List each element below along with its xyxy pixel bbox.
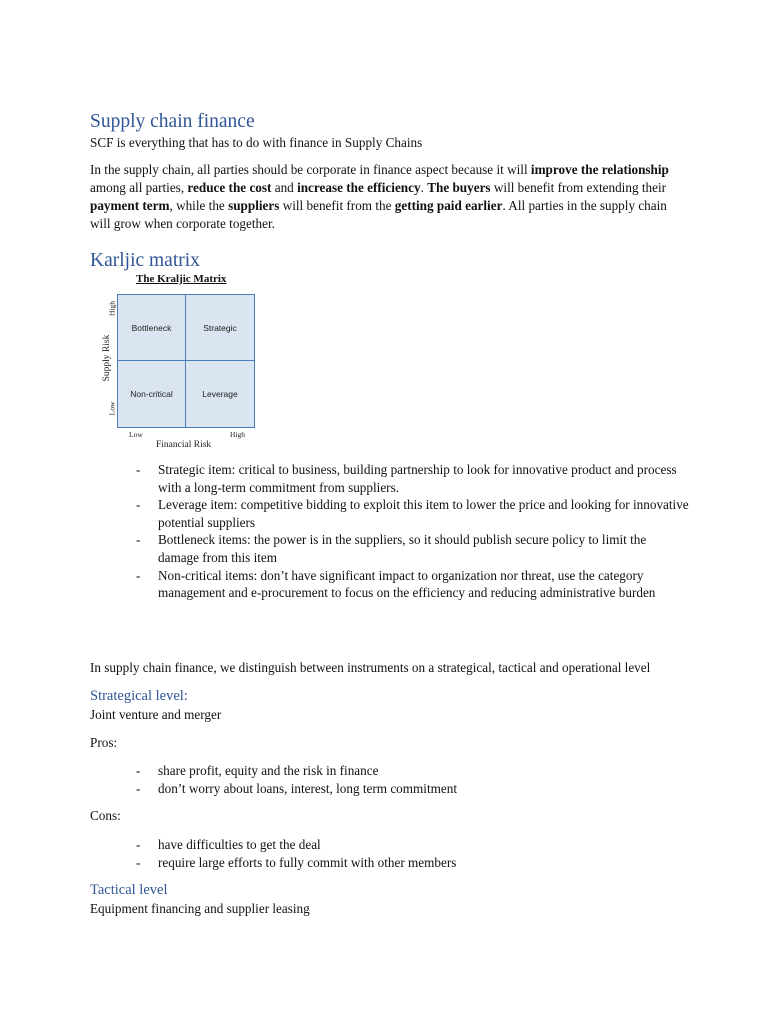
instruments-intro-text: In supply chain finance, we distinguish between instruments on a strategical, tactical and operational level [90, 660, 651, 675]
cons-label: Cons: [90, 808, 121, 823]
supply-risk-high-label: High [107, 301, 117, 316]
list-item: - Non-critical items: don’t have significant impact to organization nor threat, use the category management and e-procurement to focus on the efficiency and reducing administrative burden [136, 567, 656, 601]
kraljic-matrix-grid [117, 294, 255, 428]
cell-non-critical: Non-critical [118, 361, 186, 427]
list-item: - require large efforts to fully commit with other members [136, 854, 457, 870]
kraljic-item-list [90, 461, 690, 602]
cell-strategic: Strategic [186, 295, 254, 361]
financial-risk-axis-label: Financial Risk [156, 440, 212, 450]
heading-strategical-level: Strategical level: [90, 688, 188, 704]
heading-supply-chain-finance: Supply chain finance [90, 111, 255, 132]
heading-tactical-level: Tactical level [90, 882, 168, 898]
kraljic-matrix-figure [90, 270, 290, 455]
financial-risk-high-label: High [230, 430, 245, 439]
scf-intro-text: SCF is everything that has to do with finance in Supply Chains [90, 135, 423, 150]
tactical-text: Equipment financing and supplier leasing [90, 901, 310, 916]
pros-label: Pros: [90, 735, 118, 750]
cons-list [90, 836, 690, 871]
heading-karljic-matrix: Karljic matrix [90, 250, 200, 271]
strategical-text: Joint venture and merger [90, 707, 222, 722]
scf-paragraph: In the supply chain, all parties should be corporate in finance aspect because it will improve the relationship among all parties, reduce the cost and increase the efficiency. The buyers will benefit from extending their payment term, while the suppliers will benefit from the getting paid earlier. All parties in the supply chain will grow when corporate together. [90, 162, 669, 231]
list-item: - don’t worry about loans, interest, long term commitment [136, 780, 457, 796]
supply-risk-low-label: Low [107, 401, 117, 416]
list-item: - share profit, equity and the risk in finance [136, 763, 379, 778]
pros-list [90, 762, 690, 797]
list-item: - Leverage item: competitive bidding to exploit this item to lower the price and looking for innovative potential suppliers [136, 497, 689, 530]
list-item: - Bottleneck items: the power is in the suppliers, so it should publish secure policy to limit the damage from this item [136, 532, 647, 565]
list-item: - have difficulties to get the deal [136, 837, 321, 852]
financial-risk-low-label: Low [129, 430, 143, 439]
supply-risk-axis-label: Supply Risk [102, 334, 112, 382]
cell-leverage: Leverage [202, 389, 238, 399]
list-item: - Strategic item: critical to business, building partnership to look for innovative product and process with a long-term commitment from suppliers. [136, 462, 677, 495]
kraljic-matrix-title: The Kraljic Matrix [136, 273, 227, 285]
cell-bottleneck: Bottleneck [118, 295, 186, 361]
